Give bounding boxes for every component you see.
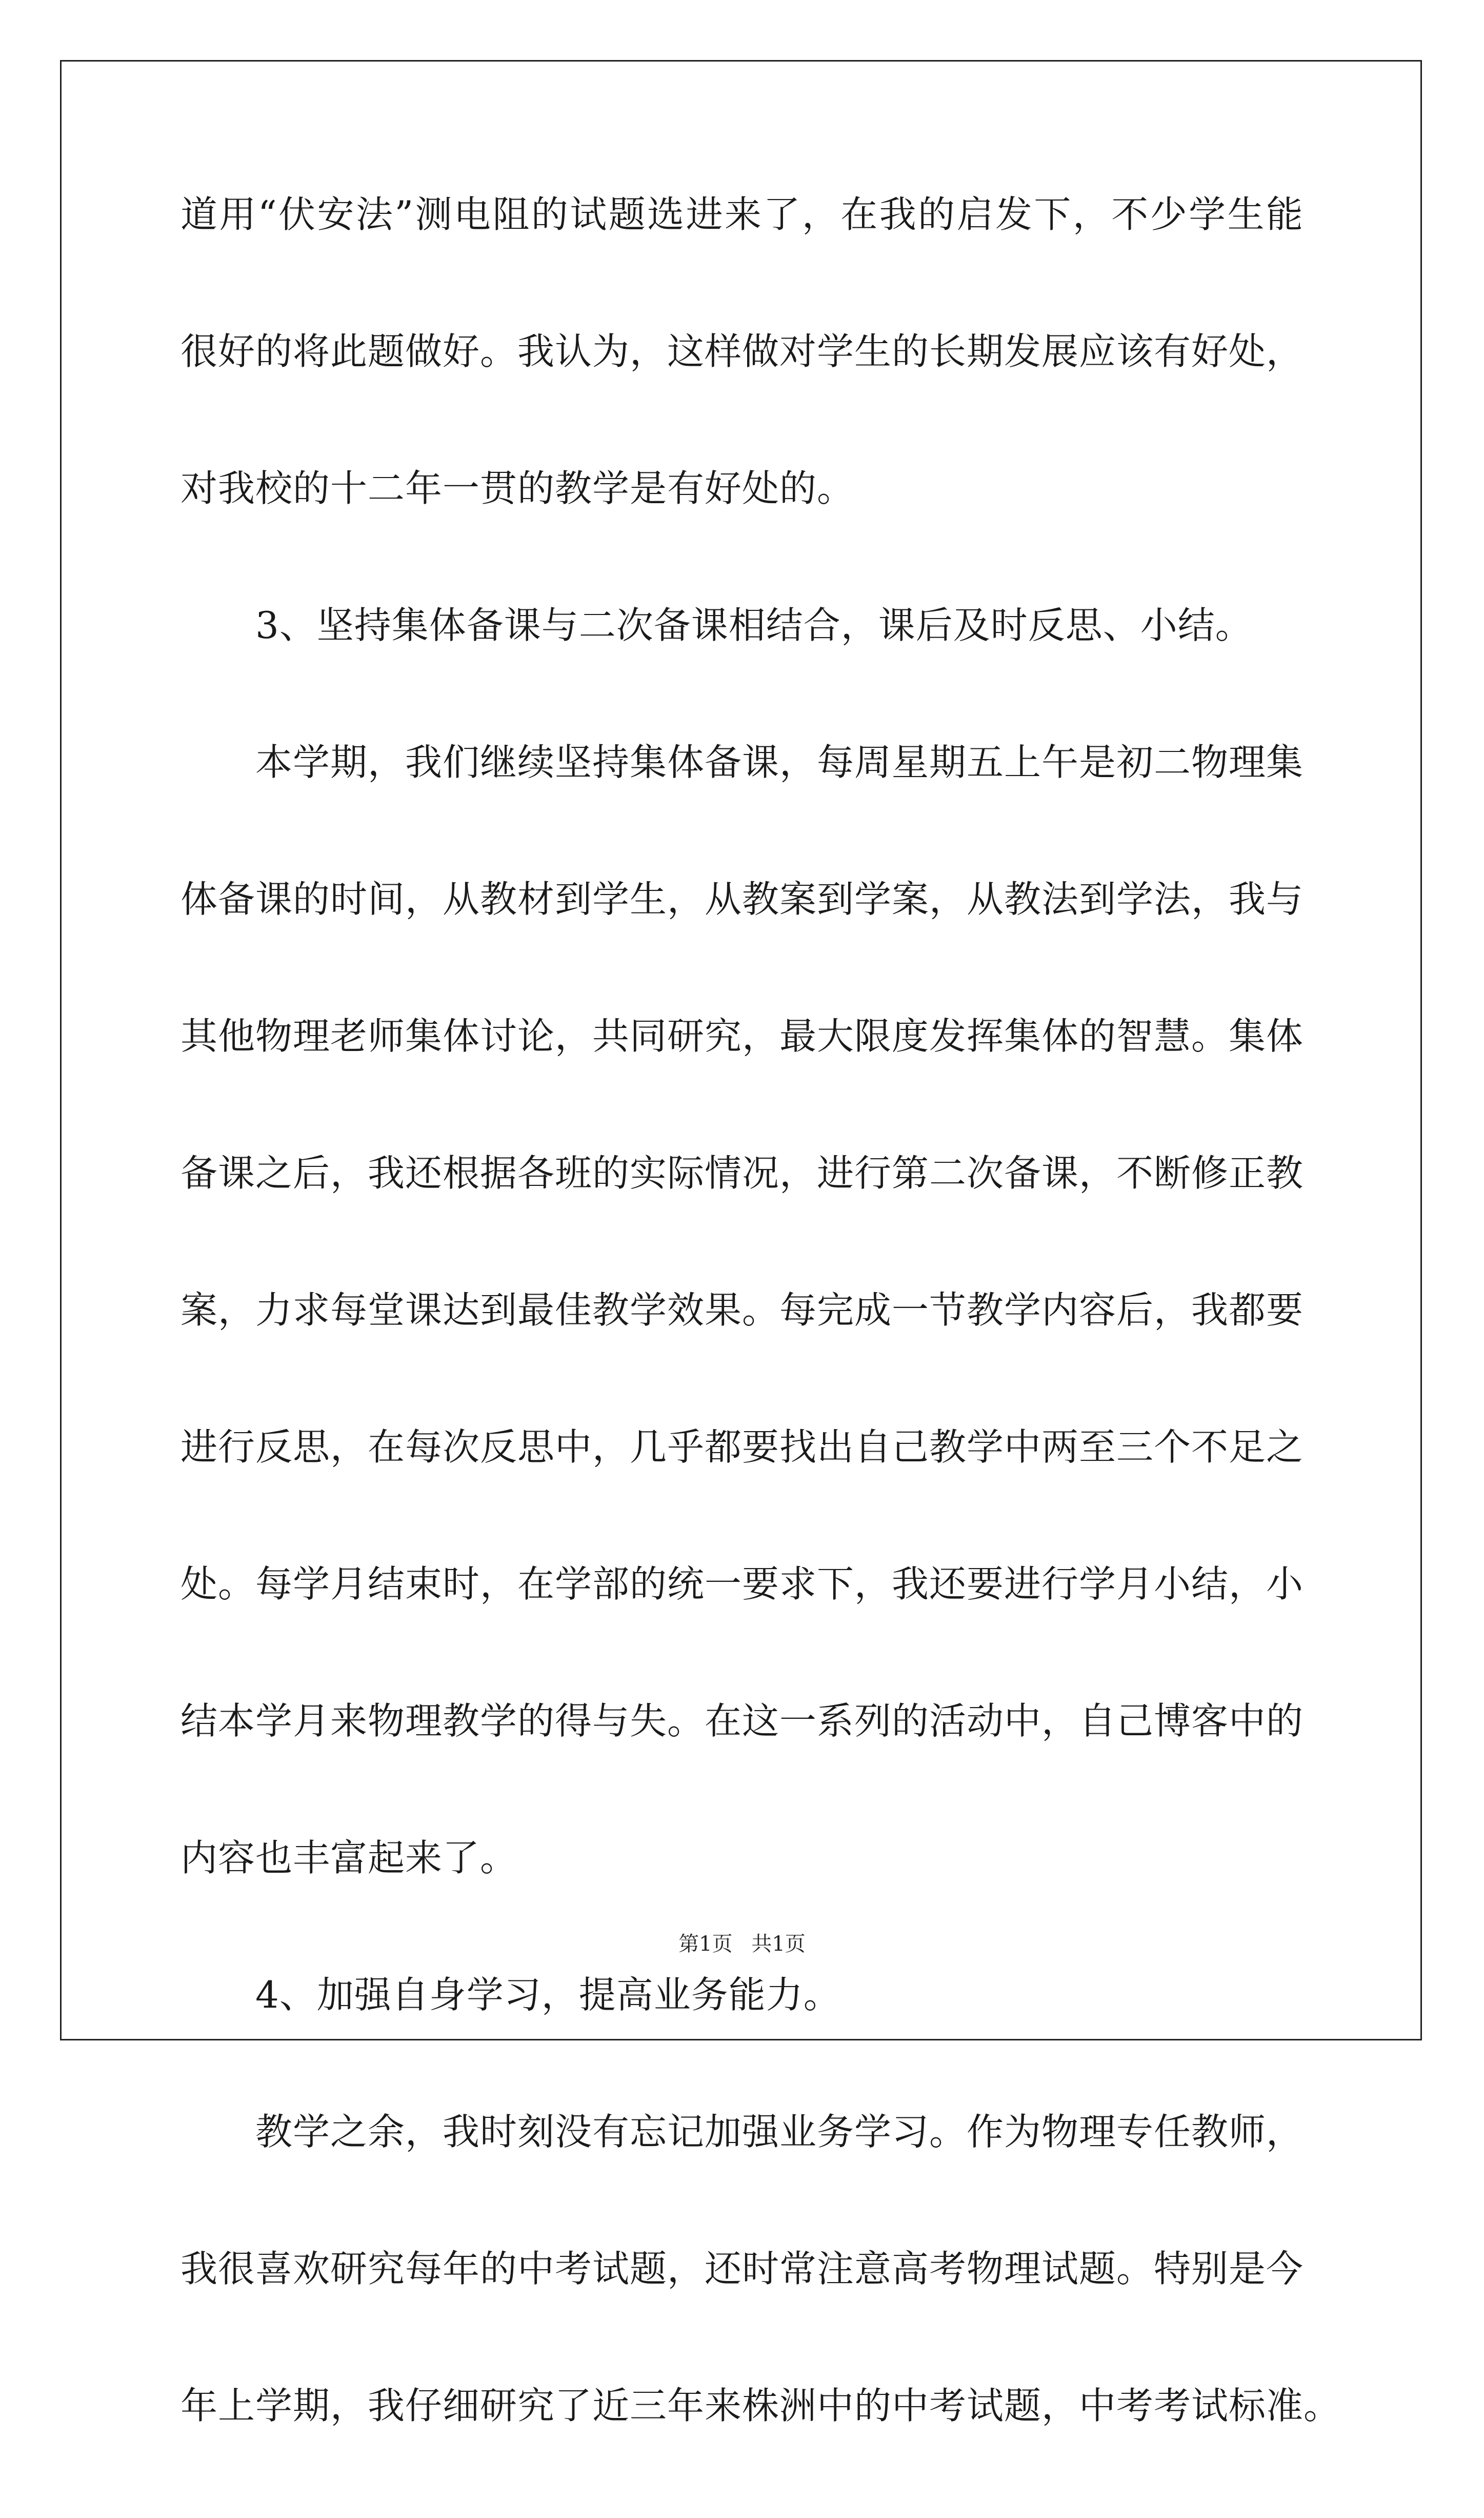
section-heading: 4、加强自身学习，提高业务能力。: [255, 1973, 841, 2016]
text-line: 案，力求每堂课达到最佳教学效果。每完成一节教学内容后，我都要: [181, 1288, 1304, 1332]
text-line: 本学期，我们继续坚持集体备课，每周星期五上午是初二物理集: [255, 741, 1304, 784]
text-line: 处。每学月结束时，在学部的统一要求下，我还要进行学月小结，小: [181, 1562, 1304, 1605]
page-number: 第1页: [678, 1932, 733, 1956]
page-count: 共1页: [751, 1932, 806, 1956]
text-line: 其他物理老师集体讨论，共同研究，最大限度发挥集体的智慧。集体: [181, 1015, 1304, 1058]
document-body: [181, 190, 1341, 2518]
text-line: 备课之后，我还根据各班的实际情况，进行第二次备课，不断修正教: [181, 1152, 1304, 1195]
text-line: 体备课的时间，从教材到学生，从教案到学案，从教法到学法，我与: [181, 878, 1304, 921]
text-line: 内容也丰富起来了。: [181, 1836, 518, 1879]
text-line: 结本学月来物理教学的得与失。在这一系列的活动中，自己博客中的: [181, 1699, 1304, 1742]
page-footer: [0, 1930, 1484, 1958]
text-line: 对我校的十二年一贯的教学是有好处的。: [181, 467, 855, 510]
text-line: 我很喜欢研究每年的中考试题，还时常注意高考物理试题。特别是今: [181, 2247, 1304, 2290]
text-line: 年上学期，我仔细研究了近三年来株洲中的中考试题，中考考试标准。: [181, 2384, 1341, 2427]
section-heading: 3、坚持集体备课与二次备课相结合，课后及时反思、小结。: [255, 604, 1253, 647]
text-line: 道用“伏安法”测电阻的试题选进来了，在我的启发下，不少学生能: [181, 193, 1303, 236]
text-line: 很好的将此题做好。我认为，这样做对学生的长期发展应该有好处，: [181, 330, 1304, 373]
text-line: 进行反思，在每次反思中，几乎都要找出自己教学中两至三个不足之: [181, 1425, 1304, 1469]
text-line: 教学之余，我时刻没有忘记加强业务学习。作为物理专任教师，: [255, 2110, 1304, 2153]
